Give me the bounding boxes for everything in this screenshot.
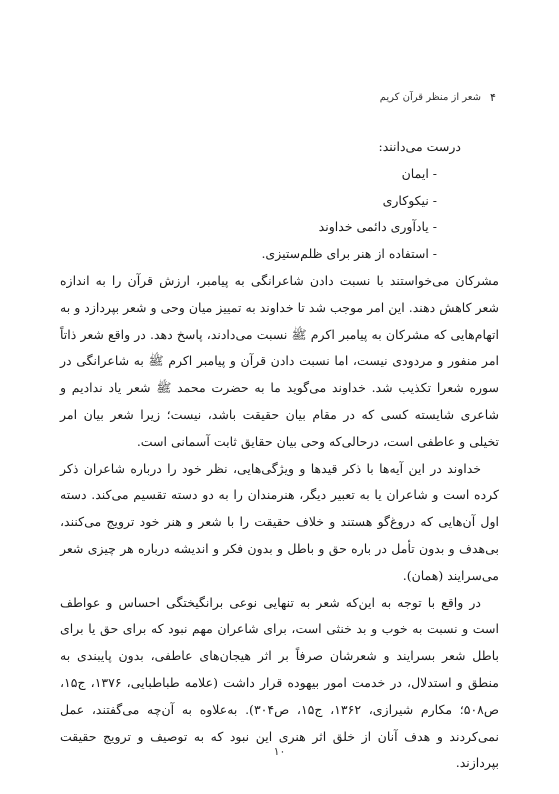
body-text: [60, 134, 499, 777]
paragraph: مشرکان می‌خواستند با نسبت دادن شاعرانگی به پیامبر، ارزش قرآن را به اندازه شعر کاهش دهند. این امر موجب شد تا خداوند به تمییز میان وحی و شعر بپردازد و به اتهام‌هایی که مشرکان به پیامبر اکرم ﷺ نسبت می‌دادند، پاسخ دهد. در واقع شعر ذاتاً امر منفور و مردودی نیست، اما نسبت دادن قرآن و پیامبر اکرم ﷺ به شاعرانگی در سوره شعرا تکذیب شد. خداوند می‌گوید ما به حضرت محمد ﷺ شعر یاد ندادیم و شاعری شایسته کسی که در مقام بیان حقیقت باشد، نیست؛ زیرا شعر بیان امر تخیلی و عاطفی است، درحالی‌که وحی بیان حقایق ثابت آسمانی است.: [60, 272, 499, 449]
bullet-list: [60, 161, 499, 268]
page-number: ۱۰: [273, 745, 286, 758]
running-header: [0, 90, 559, 110]
paragraph: در واقع با توجه به این‌که شعر به تنهایی نوعی برانگیختگی احساس و عواطف است و نسبت به خوب و بد خنثی است، برای شاعران مهم نبود که برای حق یا برای باطل شعر بسرایند و شعرشان صرفاً بر اثر هیجان‌های عاطفی، بدون پایبندی به منطق و استدلال، در خدمت امور بیهوده قرار داشت (علامه طباطبایی، ۱۳۷۶، ج۱۵، ص۵۰۸؛ مکارم شیرازی، ۱۳۶۲، ج۱۵، ص۳۰۴). به‌علاوه به آن‌چه می‌گفتند، عمل نمی‌کردند و هدف آنان از خلق اثر هنری این نبود که به توصیف و ترویج حقیقت بپردازند.: [60, 594, 500, 771]
list-item: - نیکوکاری: [382, 192, 437, 208]
paragraph: خداوند در این آیه‌ها با ذکر قیدها و ویژگی‌هایی، نظر خود را درباره شاعران ذکر کرده است و شاعران یا به تعبیر دیگر، هنرمندان را به دو دسته تقسیم می‌کند. دسته اول آن‌هایی که دروغ‌گو هستند و خلاف حقیقت را با شعر و هنر خود ترویج می‌کنند، بی‌هدف و بدون تأمل در باره حق و باطل و بدون فکر و اندیشه درباره هر چیزی شعر می‌سرایند (همان).: [60, 460, 499, 583]
list-item: - ایمان: [401, 165, 437, 181]
list-item: - یادآوری دائمی خداوند: [318, 219, 437, 235]
intro-line: درست می‌دانند:: [378, 139, 461, 154]
running-title: شعر از منظر قرآن کریم: [379, 92, 481, 103]
list-item: - استفاده از هنر برای ظلم‌ستیزی.: [261, 246, 437, 262]
header-marker: ۴: [490, 91, 496, 104]
